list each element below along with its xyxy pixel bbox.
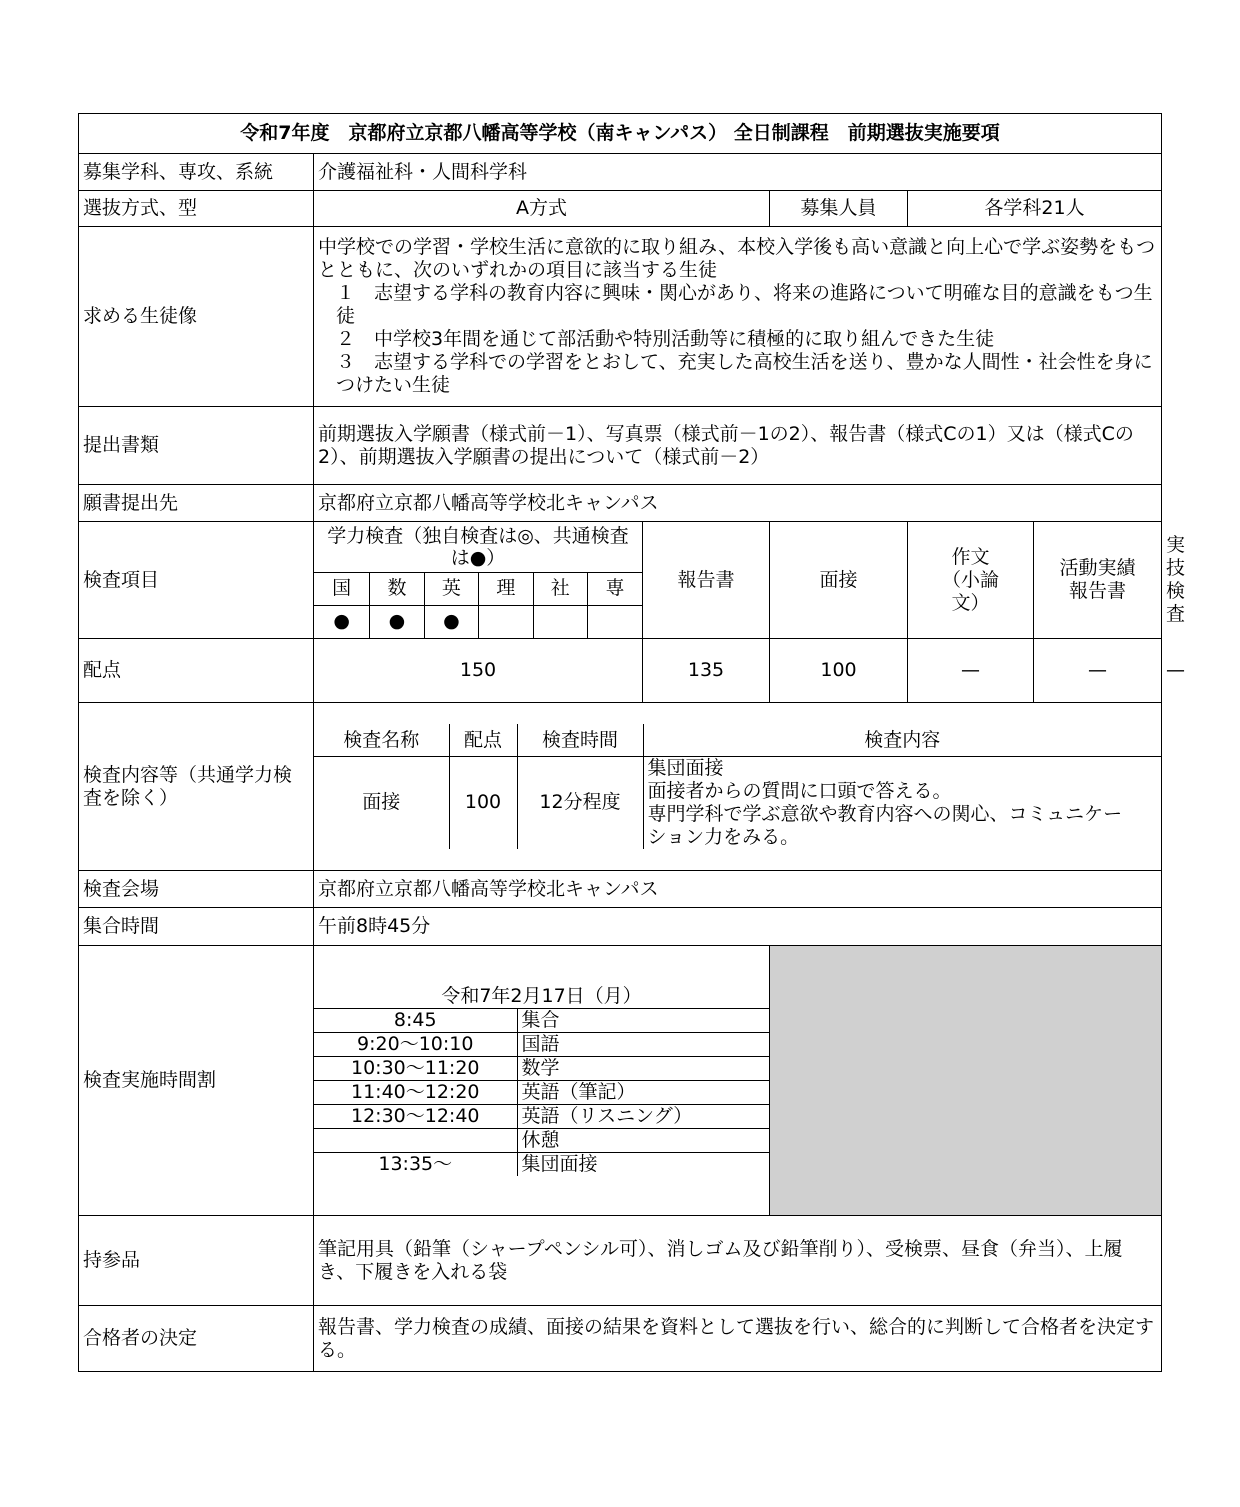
naiyo-header-content: 検査内容: [643, 724, 1161, 756]
jikanwari-cell: [314, 946, 770, 1216]
kaijo-value: 京都府立京都八幡高等学校北キャンパス: [314, 871, 1162, 908]
subject-senmon: 専: [588, 572, 643, 605]
gansho-value: 京都府立京都八幡高等学校北キャンパス: [314, 485, 1162, 522]
capacity-label: 募集人員: [770, 191, 908, 227]
sakubun-header-text: 作文（小論文）: [941, 545, 999, 614]
gakuryoku-header: 学力検査（独自検査は◎、共通検査は●）: [314, 522, 642, 572]
jikanwari-time-2: 9:20～10:10: [314, 1033, 517, 1057]
jikanwari-time-1: 8:45: [314, 1009, 517, 1033]
capacity-value: 各学科21人: [908, 191, 1162, 227]
naiyo-time: 12分程度: [517, 756, 643, 849]
page-title: 令和7年度 京都府立京都八幡高等学校（南キャンパス） 全日制課程 前期選抜実施要項: [79, 114, 1162, 154]
jikanwari-time-5: 12:30～12:40: [314, 1105, 517, 1129]
gokaku-label: 合格者の決定: [79, 1306, 314, 1372]
jikanwari-time-3: 10:30～11:20: [314, 1057, 517, 1081]
boshu-label: 募集学科、専攻、系統: [79, 154, 314, 191]
haiten-hokokusho: 135: [643, 639, 770, 703]
naiyo-name: 面接: [314, 756, 449, 849]
naiyo-content-line-1: 集団面接: [647, 756, 724, 779]
haiten-label: 配点: [79, 639, 314, 703]
kensa-naiyo-label: [79, 703, 314, 871]
jisanhin-value: 筆記用具（鉛筆（シャープペンシル可）、消しゴム及び鉛筆削り）、受検票、昼食（弁当）、上履き、下履きを入れる袋: [314, 1216, 1162, 1306]
mark-rika: [479, 605, 533, 638]
gakuryoku-cell: [314, 522, 643, 639]
kensa-komoku-label: 検査項目: [79, 522, 314, 639]
subject-sugaku: 数: [370, 572, 424, 605]
jikanwari-subtable: [314, 985, 769, 1176]
mark-sugaku: ●: [370, 605, 424, 638]
jikanwari-item-2: 国語: [517, 1033, 769, 1057]
jikanwari-item-7: 集団面接: [517, 1153, 769, 1177]
jikanwari-item-6: 休憩: [517, 1129, 769, 1153]
senbatsu-label: 選抜方式、型: [79, 191, 314, 227]
subject-rika: 理: [479, 572, 533, 605]
jikanwari-item-4: 英語（筆記）: [517, 1081, 769, 1105]
motomeru-item-1: １ 志望する学科の教育内容に興味・関心があり、将来の進路について明確な目的意識をもつ生徒: [336, 282, 1153, 327]
jikanwari-blank-area: [770, 946, 1162, 1216]
motomeru-item-3: ３ 志望する学科での学習をとおして、充実した高校生活を送り、豊かな人間性・社会性を身につけたい生徒: [336, 351, 1153, 396]
mark-senmon: [588, 605, 643, 638]
naiyo-score: 100: [449, 756, 517, 849]
subject-kokugo: 国: [314, 572, 370, 605]
jikanwari-time-4: 11:40～12:20: [314, 1081, 517, 1105]
haiten-gakuryoku: 150: [314, 639, 643, 703]
katsudo-header: [1034, 522, 1162, 639]
shugo-value: 午前8時45分: [314, 908, 1162, 946]
motomeru-intro: 中学校での学習・学校生活に意欲的に取り組み、本校入学後も高い意識と向上心で学ぶ姿勢をもつとともに、次のいずれかの項目に該当する生徒: [318, 236, 1156, 281]
motomeru-label: 求める生徒像: [79, 227, 314, 407]
haiten-sakubun: —: [908, 639, 1034, 703]
mark-shakai: [533, 605, 587, 638]
katsudo-header-text: 活動実績報告書: [1059, 557, 1136, 602]
sakubun-header: [908, 522, 1034, 639]
senbatsu-value: A方式: [314, 191, 770, 227]
jikanwari-item-1: 集合: [517, 1009, 769, 1033]
jikanwari-item-5: 英語（リスニング）: [517, 1105, 769, 1129]
jikanwari-item-3: 数学: [517, 1057, 769, 1081]
haiten-mensetsu: 100: [770, 639, 908, 703]
naiyo-header-time: 検査時間: [517, 724, 643, 756]
naiyo-header-score: 配点: [449, 724, 517, 756]
mark-eigo: ●: [424, 605, 478, 638]
mensetsu-header: 面接: [770, 522, 908, 639]
teishutsu-label: 提出書類: [79, 407, 314, 485]
hokokusho-header: 報告書: [643, 522, 770, 639]
naiyo-content: [643, 756, 1161, 849]
jikanwari-date: 令和7年2月17日（月）: [314, 985, 769, 1009]
jikanwari-time-6: [314, 1129, 517, 1153]
naiyo-header-name: 検査名称: [314, 724, 449, 756]
mark-kokugo: ●: [314, 605, 370, 638]
haiten-katsudo: —: [1034, 639, 1162, 703]
kensa-naiyo-label-text: 検査内容等（共通学力検査を除く）: [83, 763, 293, 809]
jikanwari-label: 検査実施時間割: [79, 946, 314, 1216]
teishutsu-value: 前期選抜入学願書（様式前－1）、写真票（様式前－1の2）、報告書（様式Cの1）又は（様式Cの2）、前期選抜入学願書の提出について（様式前－2）: [314, 407, 1162, 485]
naiyo-content-line-3: 専門学科で学ぶ意欲や教育内容への関心、コミュニケーション力をみる。: [647, 802, 1123, 848]
exam-guidelines-table: 令和7年度 京都府立京都八幡高等学校（南キャンパス） 全日制課程 前期選抜実施要項 募集学科、専攻、系統 介護福祉科・人間科学科 選抜方式、型 A方式 募集人員 各学科21人 求める生徒像 中学校での学習・学校生活に意欲的に取り組み、本校入学後も高い意識と向上心で学ぶ姿勢をもつとともに、次のいずれかの項目に該当する生徒 １ 志望する学科の教育内容に興味・関心があり、将来の進路について明確な目的意識をもつ生徒 ２ 中学校3年間を通じて部活動や特別活動等に積極的に取り組んできた生徒 ３ 志望する学科での学習をとおして、充実した高校生活を送り、豊かな人間性・社会性を身につけたい生徒 提出書類 前期選抜入学願書（様式前－1）、写真票（様式前－1の2）、報告書（様式Cの1）又は（様式Cの2）、前期選抜入学願書の提出について（様式前－2） 願書提出先 京都府立京都八幡高等学校北キャンパス 検査項目 学力検査（独自検査は◎、共通検査は●） 国 数 英 理 社 専 ● ● ● 報告書 面接 作文（小論文） 活動実績報告書 実技検査 配点 150 135 100 — — — 検査内容等（共通学力検査を除く） 検査名称 配点 検査時間 検査内容 面接 100 12分程度 集団面接 面接者からの質問に口頭で答える。 専門学科で学ぶ意欲や教育内容への関心、コミュニケーション力をみる。 検査会場 京都府立京都八幡高等学校北キャンパス 集合時間 午前8時45分 検査実施時間割 令和7年2月17日（月） 8:45 集合 9:20～10:10 国語 10:30～11:20 数学 11:40～12:20 英語（筆記） 12:30～12:40 英語（リスニング） 休憩 13:35～ 集団面接 持参品 筆記用具（鉛筆（シャープペンシル可）、消しゴム及び鉛筆削り）、受検票、昼食（弁当）、上履き、下履きを入れる袋 合格者の決定 報告書、学力検査の成績、面接の結果を資料として選抜を行い、総合的に判断して合格者を決定する。: [78, 113, 1162, 1372]
jikanwari-time-7: 13:35～: [314, 1153, 517, 1177]
subject-shakai: 社: [533, 572, 587, 605]
naiyo-content-line-2: 面接者からの質問に口頭で答える。: [647, 779, 952, 802]
motomeru-item-2: ２ 中学校3年間を通じて部活動や特別活動等に積極的に取り組んできた生徒: [336, 328, 995, 350]
gakuryoku-subtable: [314, 522, 642, 638]
subject-eigo: 英: [424, 572, 478, 605]
kensa-naiyo-subtable: [314, 724, 1161, 849]
kaijo-label: 検査会場: [79, 871, 314, 908]
shugo-label: 集合時間: [79, 908, 314, 946]
gokaku-value: 報告書、学力検査の成績、面接の結果を資料として選抜を行い、総合的に判断して合格者を決定する。: [314, 1306, 1162, 1372]
motomeru-content: [314, 227, 1162, 407]
gansho-label: 願書提出先: [79, 485, 314, 522]
boshu-value: 介護福祉科・人間科学科: [314, 154, 1162, 191]
kensa-naiyo-cell: [314, 703, 1162, 871]
jisanhin-label: 持参品: [79, 1216, 314, 1306]
